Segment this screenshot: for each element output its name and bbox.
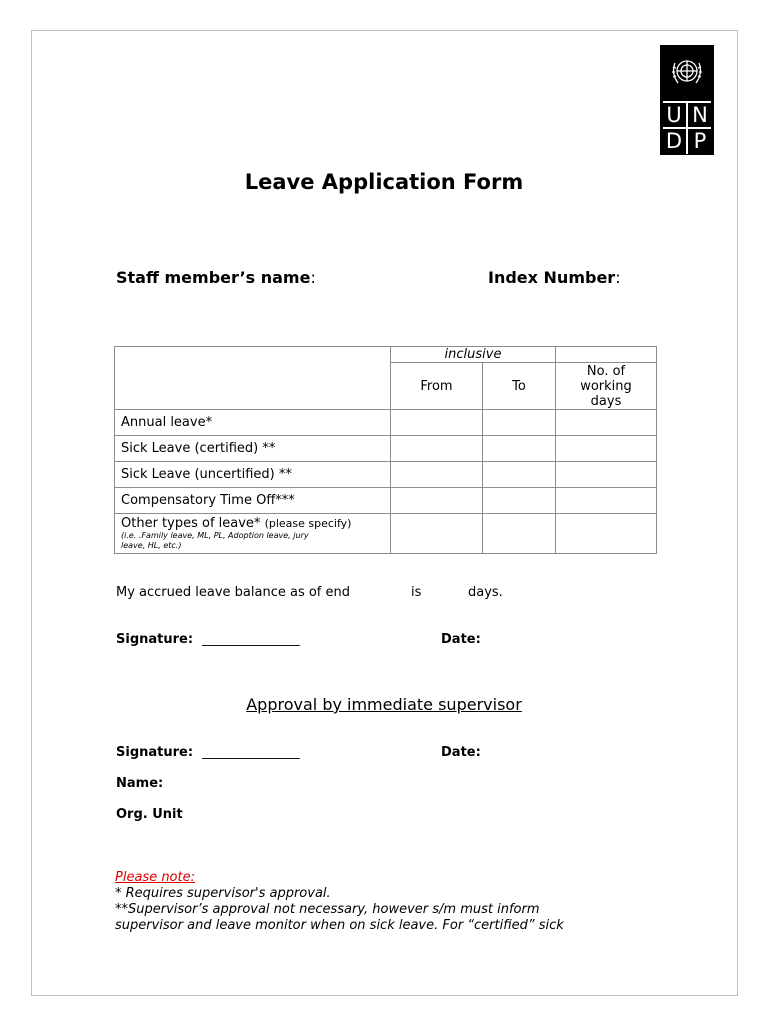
note-line: supervisor and leave monitor when on sick leave. For “certified” sick — [115, 918, 564, 933]
leave-balance-days: days. — [468, 585, 503, 600]
undp-logo — [660, 45, 714, 155]
applicant-signature-line: _______________ — [202, 632, 300, 647]
logo-letter-d: D — [665, 129, 683, 153]
from-input[interactable] — [391, 436, 483, 462]
from-input[interactable] — [391, 462, 483, 488]
logo-letter-n: N — [692, 103, 708, 127]
leave-balance-text: My accrued leave balance as of end — [116, 585, 351, 600]
index-number-label: Index Number — [488, 268, 616, 287]
days-input[interactable] — [556, 514, 657, 554]
working-days-line: No. of — [586, 363, 626, 379]
leave-type-compensatory: Compensatory Time Off*** — [115, 488, 391, 514]
index-number-colon: : — [615, 268, 621, 287]
applicant-signature-label: Signature: — [116, 632, 194, 647]
from-input[interactable] — [391, 410, 483, 436]
to-input[interactable] — [483, 488, 556, 514]
leave-type-header — [115, 347, 391, 410]
supervisor-signature-field[interactable] — [116, 745, 300, 760]
other-leave-specify: (please specify) — [264, 516, 352, 530]
to-input[interactable] — [483, 514, 556, 554]
to-input[interactable] — [483, 410, 556, 436]
working-days-line: days — [590, 393, 622, 409]
staff-name-field[interactable] — [116, 268, 316, 287]
supervisor-signature-label: Signature: — [116, 745, 194, 760]
org-unit-label: Org. Unit — [116, 807, 183, 822]
notes-block — [115, 870, 564, 934]
notes-heading: Please note: — [115, 870, 195, 885]
staff-name-label: Staff member’s name — [116, 268, 311, 287]
from-input[interactable] — [391, 514, 483, 554]
approval-heading: Approval by immediate supervisor — [246, 695, 522, 714]
table-row — [115, 488, 657, 514]
leave-type-sick-certified: Sick Leave (certified) ** — [115, 436, 391, 462]
days-input[interactable] — [556, 436, 657, 462]
days-input[interactable] — [556, 462, 657, 488]
leave-type-other — [115, 514, 391, 554]
leave-type-sick-uncertified: Sick Leave (uncertified) ** — [115, 462, 391, 488]
supervisor-name-label: Name: — [116, 776, 164, 791]
to-header: To — [483, 363, 556, 410]
blank-header — [556, 347, 657, 363]
table-row — [115, 410, 657, 436]
un-emblem-icon — [660, 45, 714, 101]
to-input[interactable] — [483, 436, 556, 462]
supervisor-date-label: Date: — [441, 745, 481, 760]
index-number-field[interactable] — [488, 268, 621, 287]
other-leave-examples: (i.e. .Family leave, ML, PL, Adoption leave, jury — [121, 530, 309, 540]
table-row — [115, 462, 657, 488]
inclusive-header: inclusive — [391, 347, 556, 363]
from-header: From — [391, 363, 483, 410]
days-input[interactable] — [556, 410, 657, 436]
staff-name-colon: : — [310, 268, 316, 287]
note-line: * Requires supervisor's approval. — [115, 886, 331, 901]
applicant-date-label: Date: — [441, 632, 481, 647]
table-row — [115, 514, 657, 554]
note-line: **Supervisor’s approval not necessary, however s/m must inform — [115, 902, 540, 917]
to-input[interactable] — [483, 462, 556, 488]
days-input[interactable] — [556, 488, 657, 514]
other-leave-examples: leave, HL, etc.) — [121, 540, 182, 550]
leave-balance-is: is — [411, 585, 422, 600]
leave-type-annual: Annual leave* — [115, 410, 391, 436]
leave-table — [114, 346, 657, 554]
form-title: Leave Application Form — [244, 170, 524, 194]
applicant-signature-field[interactable] — [116, 632, 300, 647]
from-input[interactable] — [391, 488, 483, 514]
supervisor-signature-line: _______________ — [202, 745, 300, 760]
logo-letter-p: P — [693, 129, 707, 153]
logo-letter-u: U — [666, 103, 682, 127]
working-days-line: working — [580, 378, 632, 394]
other-leave-label: Other types of leave* — [121, 515, 261, 531]
working-days-header — [556, 363, 657, 410]
table-row — [115, 436, 657, 462]
